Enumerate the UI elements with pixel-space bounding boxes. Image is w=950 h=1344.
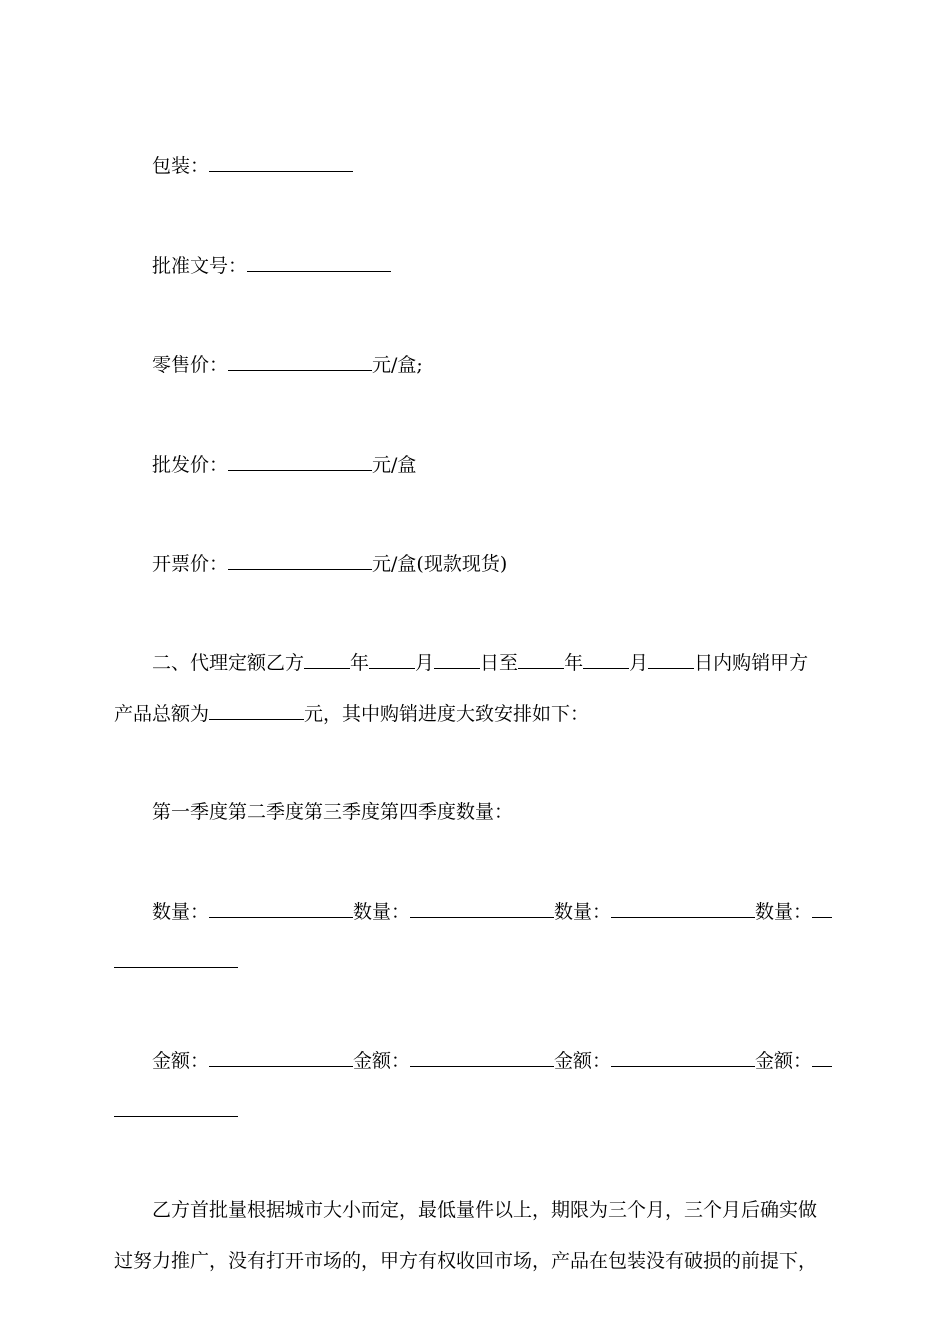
end-month-blank: [583, 651, 629, 669]
invoice-price-label: 开票价：: [152, 553, 229, 575]
start-day-blank: [434, 651, 480, 669]
amount-label-q3: 金额：: [554, 1050, 612, 1072]
start-year-blank: [304, 651, 350, 669]
invoice-price-unit: 元/盒(现款现货): [372, 553, 508, 575]
approval-number-row: [152, 254, 391, 278]
approval-number-blank: [247, 254, 391, 272]
approval-number-label: 批准文号：: [152, 255, 248, 277]
total-amount-blank: [209, 702, 304, 720]
quantity-row: [152, 900, 832, 924]
year-label-2: 年: [564, 652, 584, 674]
year-label: 年: [350, 652, 370, 674]
quantity-blank-q2: [410, 900, 554, 918]
quantity-row-wrap: [114, 950, 238, 974]
wholesale-price-label: 批发价：: [152, 454, 229, 476]
amount-blank-q1: [209, 1049, 353, 1067]
quota-line-end: 日内购销甲方: [694, 652, 809, 674]
month-label-2: 月: [629, 652, 649, 674]
end-day-blank: [648, 651, 694, 669]
end-year-blank: [518, 651, 564, 669]
invoice-price-row: [152, 552, 507, 576]
quantity-label-q3: 数量：: [554, 901, 612, 923]
amount-label-q4: 金额：: [755, 1050, 813, 1072]
amount-row-wrap: [114, 1099, 238, 1123]
amount-blank-q3: [611, 1049, 755, 1067]
closing-line-1: 乙方首批量根据城市大小而定，最低量件以上，期限为三个月，三个月后确实做: [152, 1199, 818, 1221]
quantity-blank-q4-start: [812, 900, 832, 918]
packaging-blank: [209, 154, 353, 172]
total-label: 产品总额为: [114, 703, 210, 725]
quantity-label-q2: 数量：: [353, 901, 411, 923]
amount-label-q2: 金额：: [353, 1050, 411, 1072]
quantity-blank-q4-end: [114, 950, 238, 968]
wholesale-price-blank: [228, 453, 372, 471]
amount-row: [152, 1049, 832, 1073]
packaging-row: [152, 154, 353, 178]
quantity-blank-q1: [209, 900, 353, 918]
packaging-label: 包装：: [152, 155, 210, 177]
wholesale-price-row: [152, 453, 416, 477]
quantity-label-q1: 数量：: [152, 901, 210, 923]
closing-line-2: 过努力推广，没有打开市场的，甲方有权收回市场，产品在包装没有破损的前提下，: [114, 1250, 818, 1272]
quota-line-2: [114, 702, 589, 726]
amount-blank-q4-end: [114, 1099, 238, 1117]
retail-price-unit: 元/盒;: [372, 354, 423, 376]
retail-price-row: [152, 353, 423, 377]
amount-blank-q4-start: [812, 1049, 832, 1067]
start-month-blank: [369, 651, 415, 669]
wholesale-price-unit: 元/盒: [372, 454, 417, 476]
retail-price-label: 零售价：: [152, 354, 229, 376]
schedule-intro: 元，其中购销进度大致安排如下：: [304, 703, 590, 725]
amount-label-q1: 金额：: [152, 1050, 210, 1072]
month-label: 月: [415, 652, 435, 674]
retail-price-blank: [228, 353, 372, 371]
day-to-label: 日至: [480, 652, 519, 674]
amount-blank-q2: [410, 1049, 554, 1067]
quantity-label-q4: 数量：: [755, 901, 813, 923]
quantity-blank-q3: [611, 900, 755, 918]
invoice-price-blank: [228, 552, 372, 570]
quota-intro: 二、代理定额乙方: [152, 652, 305, 674]
quarters-header: 第一季度第二季度第三季度第四季度数量：: [152, 801, 514, 823]
quota-line-1: [152, 651, 808, 675]
